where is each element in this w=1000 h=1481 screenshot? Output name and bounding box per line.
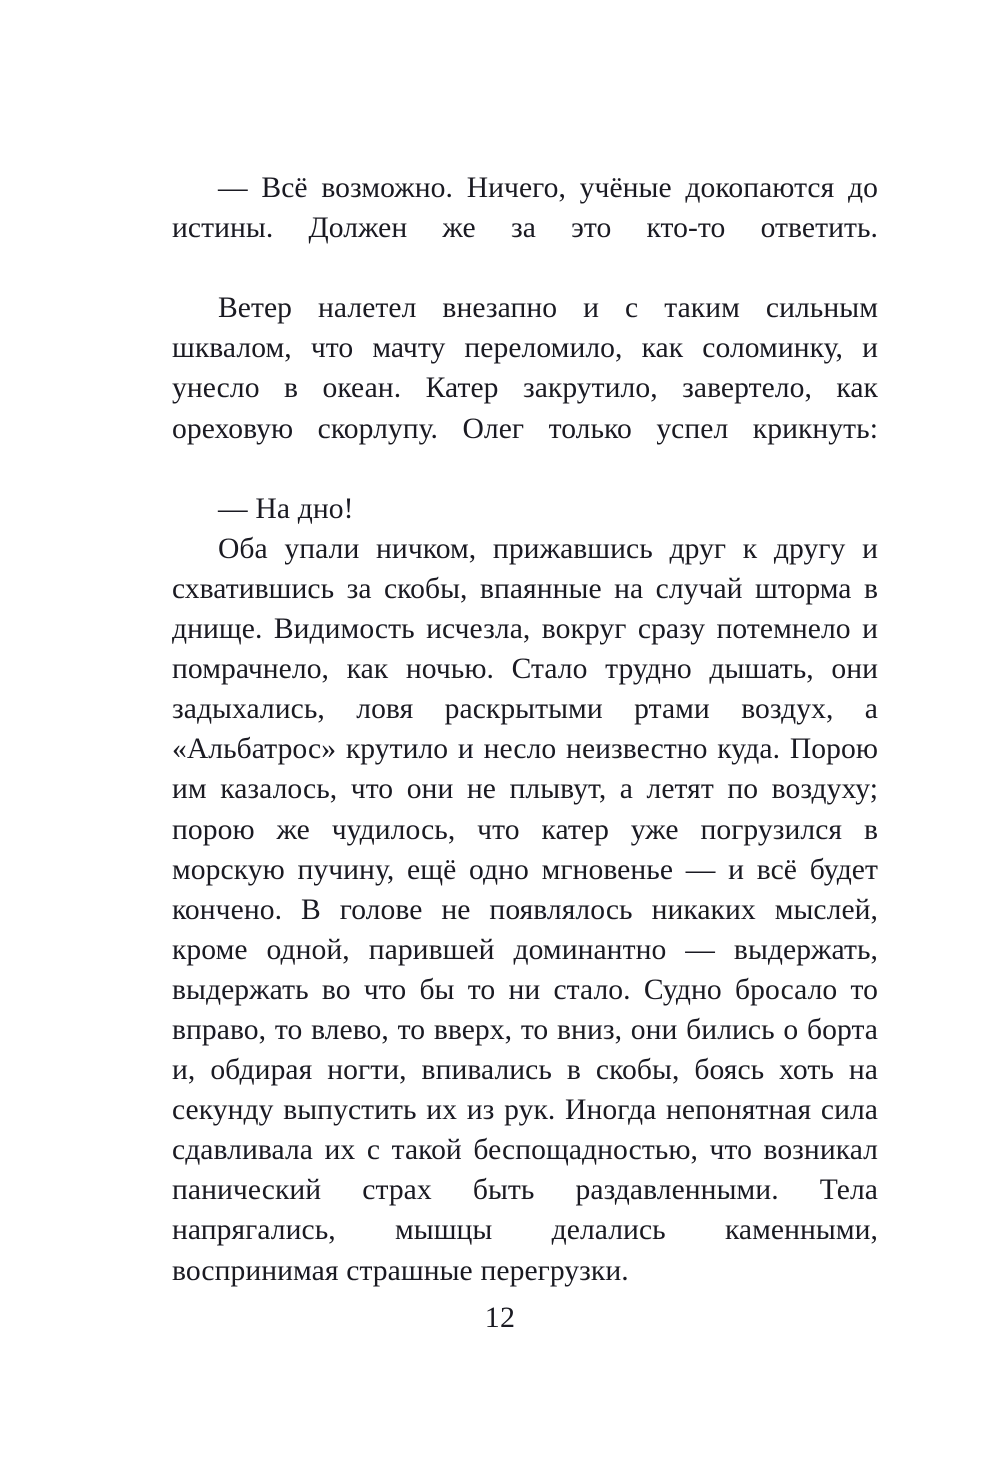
paragraph: — Всё возможно. Ничего, учёные докопаются до истины. Должен же за это кто-то ответить. <box>172 172 878 245</box>
text-column <box>172 168 878 1291</box>
paragraph-dialogue: — На дно! <box>218 492 354 525</box>
page-number: 12 <box>484 1301 516 1334</box>
paragraph: Оба упали ничком, прижавшись друг к другу и схватившись за скобы, впаянные на случай шторма в днище. Видимость исчезла, вокруг сразу потемнело и помрачнело, как ночью. Стало трудно дышать, они задыхались, ловя раскрытыми ртами воздух, а «Альбатрос» крутило и несло неизвестно куда. Порою им казалось, что они не плывут, а летят по воздуху; порою же чудилось, что катер уже погрузился в морскую пучину, ещё одно мгновенье — и всё будет кончено. В голове не появлялось никаких мыслей, кроме одной, парившей доминантно — выдержать, выдержать во что бы то ни стало. Судно бросало то вправо, то влево, то вверх, то вниз, они бились о борта и, обдирая ногти, впивались в скобы, боясь хоть на секунду выпустить их из рук. Иногда непонятная сила сдавливала их с такой беспощадностью, что возникал панический страх быть раздавленными. Тела напрягались, мышцы делались каменными, воспринимая страшные перегрузки. <box>172 532 878 1287</box>
paragraph: Ветер налетел внезапно и с таким сильным шквалом, что мачту переломило, как соломинку, и унесло в океан. Катер закрутило, завертело, как ореховую скорлупу. Олег только успел крикнуть: <box>172 292 878 445</box>
